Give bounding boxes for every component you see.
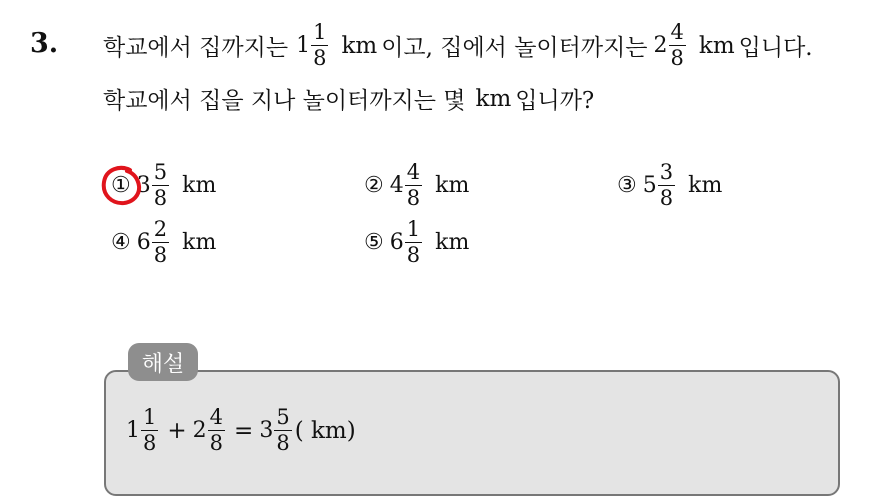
unit-km: km (435, 173, 470, 198)
fraction (274, 407, 291, 454)
answer-circle-mark (100, 164, 144, 208)
question-line-1 (103, 22, 813, 69)
fraction-numerator: 5 (153, 160, 168, 184)
fraction-numerator: 4 (209, 405, 224, 429)
fraction-denominator: 8 (143, 431, 157, 455)
choice-marker: ① (111, 173, 131, 198)
fraction-denominator: 8 (406, 243, 421, 267)
fraction-numerator: 4 (406, 160, 421, 184)
fraction-numerator: 3 (659, 160, 674, 184)
fraction (141, 407, 158, 454)
fraction-numerator: 1 (143, 405, 157, 429)
fraction (405, 219, 422, 266)
solution-equation (126, 407, 356, 454)
mixed-number-whole: 2 (653, 33, 668, 58)
question-text: 학교에서 집을 지나 놀이터까지는 몇 (103, 88, 466, 114)
mixed-number-whole: 3 (136, 173, 151, 198)
unit-km: km (475, 85, 512, 112)
mixed-number-whole: 6 (136, 230, 151, 255)
question-text: 학교에서 집까지는 (103, 35, 289, 61)
choice-3[interactable] (617, 162, 726, 209)
question-text: 입니다. (738, 35, 813, 61)
mixed-number-whole: 5 (642, 173, 657, 198)
fraction (658, 162, 675, 209)
circle-stroke (104, 168, 139, 203)
fraction-denominator: 8 (406, 186, 421, 210)
choice-4[interactable] (111, 219, 220, 266)
mixed-number-whole: 6 (389, 230, 404, 255)
choice-2[interactable] (364, 162, 473, 209)
question-text: 이고, 집에서 놀이터까지는 (381, 35, 648, 61)
plus-sign: + (167, 417, 187, 444)
choice-marker: ⑤ (364, 230, 384, 255)
mixed-number-whole: 1 (126, 418, 140, 443)
fraction (405, 162, 422, 209)
fraction (152, 219, 169, 266)
mixed-number-whole: 1 (296, 33, 311, 58)
fraction-numerator: 5 (276, 405, 290, 429)
fraction (152, 162, 169, 209)
fraction-denominator: 8 (670, 46, 684, 70)
fraction-numerator: 1 (313, 20, 327, 44)
choice-marker: ② (364, 173, 384, 198)
unit-km: km (182, 173, 217, 198)
question-line-2 (103, 82, 594, 115)
fraction-numerator: 2 (153, 217, 168, 241)
question-text: 입니까? (515, 88, 595, 114)
fraction-denominator: 8 (153, 186, 168, 210)
solution-label: 해설 (128, 343, 198, 381)
choice-5[interactable] (364, 219, 473, 266)
unit-km: km (182, 230, 217, 255)
unit-km: ( km) (294, 417, 356, 444)
equals-sign: = (234, 417, 254, 444)
unit-km: km (435, 230, 470, 255)
unit-km: km (341, 32, 378, 59)
fraction-numerator: 1 (406, 217, 421, 241)
fraction (669, 22, 686, 69)
fraction-denominator: 8 (276, 431, 290, 455)
fraction-numerator: 4 (670, 20, 684, 44)
question-number: 3. (30, 28, 59, 59)
choice-marker: ④ (111, 230, 131, 255)
fraction (311, 22, 328, 69)
unit-km: km (698, 32, 735, 59)
fraction-denominator: 8 (313, 46, 327, 70)
fraction-denominator: 8 (209, 431, 224, 455)
mixed-number-whole: 4 (389, 173, 404, 198)
mixed-number-whole: 3 (259, 418, 274, 443)
fraction (208, 407, 225, 454)
fraction-denominator: 8 (153, 243, 168, 267)
choice-marker: ③ (617, 173, 637, 198)
unit-km: km (688, 173, 723, 198)
mixed-number-whole: 2 (192, 418, 207, 443)
fraction-denominator: 8 (659, 186, 674, 210)
